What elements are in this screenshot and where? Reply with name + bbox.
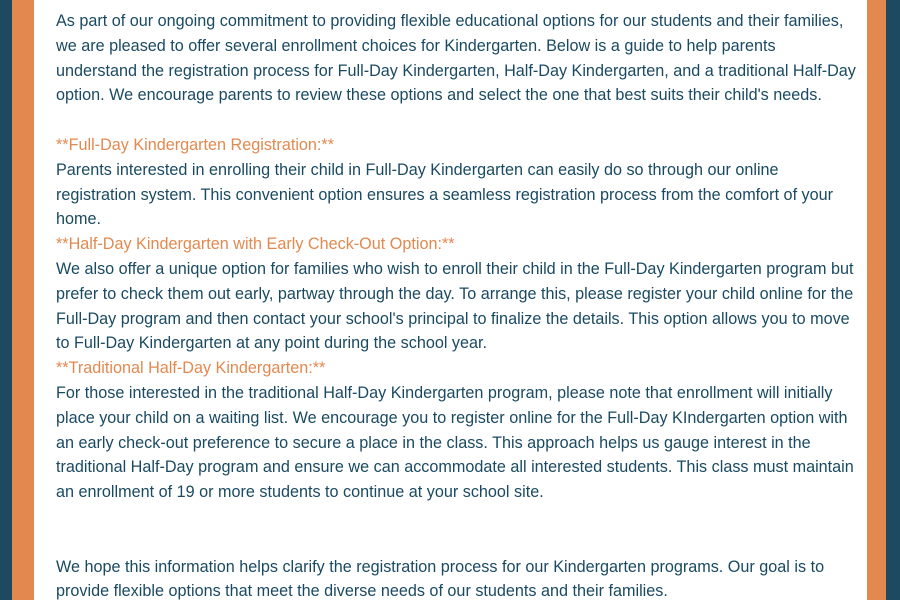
announcement-text: [56, 9, 856, 600]
spacer: [56, 108, 856, 133]
full-day-heading: **Full-Day Kindergarten Registration:**: [56, 135, 335, 154]
traditional-half-day-heading: **Traditional Half-Day Kindergarten:**: [56, 359, 326, 378]
right-navy-border: [886, 0, 900, 600]
intro-paragraph: As part of our ongoing commitment to providing flexible educational options for our students and their families, we are pleased to offer several enrollment choices for Kindergarten. Below is a guide to help parents understand the registration process for Full-Day Kindergarten, Half-Day Kindergarten, and a traditional Half-Day option. We encourage parents to review these options and select the one that best suits their child's needs.: [56, 12, 856, 105]
early-checkout-heading: **Half-Day Kindergarten with Early Check-Out Option:**: [56, 235, 455, 254]
left-orange-border: [12, 0, 34, 600]
left-navy-border: [0, 0, 12, 600]
document-content: [34, 0, 867, 600]
right-orange-border: [867, 0, 886, 600]
traditional-half-day-paragraph: For those interested in the traditional Half-Day Kindergarten program, please note that enrollment will initially place your child on a waiting list. We encourage you to register online for the Full-Day KIndergarten option with an early check-out preference to secure a place in the class. This approach helps us gauge interest in the traditional Half-Day program and ensure we can accommodate all interested students. This class must maintain an enrollment of 19 or more students to continue at your school site.: [56, 383, 854, 502]
early-checkout-paragraph: We also offer a unique option for families who wish to enroll their child in the Full-Day Kindergarten program but prefer to check them out early, partway through the day. To arrange this, please register your child online for the Full-Day program and then contact your school's principal to finalize the details. This option allows you to move to Full-Day Kindergarten at any point during the school year.: [56, 259, 854, 353]
closing-paragraph: We hope this information helps clarify the registration process for our Kindergarten programs. Our goal is to provide flexible options that meet the diverse needs of our students and their families.: [56, 557, 825, 600]
spacer: [56, 505, 856, 555]
full-day-paragraph: Parents interested in enrolling their child in Full-Day Kindergarten can easily do so through our online registration system. This convenient option ensures a seamless registration process from the comfort of your home.: [56, 160, 834, 229]
